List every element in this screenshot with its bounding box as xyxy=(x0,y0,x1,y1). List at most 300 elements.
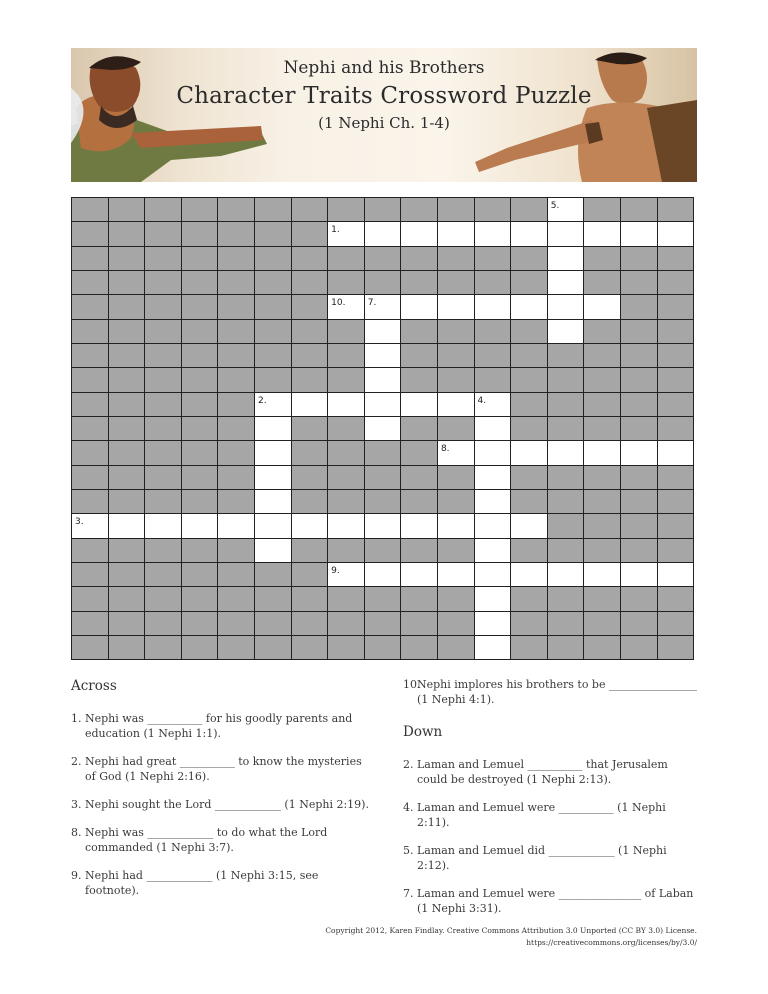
blocked-cell xyxy=(145,539,182,563)
blocked-cell xyxy=(109,393,146,417)
blocked-cell xyxy=(548,393,585,417)
clue-number: 4. xyxy=(403,801,414,814)
blocked-cell xyxy=(109,636,146,660)
crossword-cell[interactable] xyxy=(658,563,695,587)
crossword-cell[interactable] xyxy=(401,514,438,538)
blocked-cell xyxy=(255,563,292,587)
blocked-cell xyxy=(584,320,621,344)
blocked-cell xyxy=(109,271,146,295)
crossword-cell[interactable] xyxy=(401,222,438,246)
crossword-cell[interactable] xyxy=(365,563,402,587)
blocked-cell xyxy=(511,490,548,514)
blocked-cell xyxy=(475,344,512,368)
crossword-cell[interactable] xyxy=(584,222,621,246)
blocked-cell xyxy=(438,344,475,368)
blocked-cell xyxy=(255,368,292,392)
blocked-cell xyxy=(292,441,329,465)
blocked-cell xyxy=(584,368,621,392)
clue-text: Nephi was ____________ to do what the Lord commanded (1 Nephi 3:7). xyxy=(85,826,328,854)
blocked-cell xyxy=(584,198,621,222)
crossword-cell[interactable] xyxy=(621,563,658,587)
blocked-cell xyxy=(218,490,255,514)
blocked-cell xyxy=(584,417,621,441)
crossword-cell[interactable] xyxy=(548,320,585,344)
crossword-cell[interactable] xyxy=(255,466,292,490)
clue-text: Nephi had great __________ to know the mysteries of God (1 Nephi 2:16). xyxy=(85,755,362,783)
crossword-cell[interactable] xyxy=(584,441,621,465)
crossword-cell[interactable] xyxy=(475,612,512,636)
blocked-cell xyxy=(328,636,365,660)
blocked-cell xyxy=(182,295,219,319)
crossword-cell[interactable] xyxy=(584,563,621,587)
blocked-cell xyxy=(511,393,548,417)
crossword-cell[interactable] xyxy=(475,539,512,563)
blocked-cell xyxy=(145,222,182,246)
blocked-cell xyxy=(548,344,585,368)
crossword-cell[interactable] xyxy=(548,198,585,222)
blocked-cell xyxy=(438,636,475,660)
crossword-cell[interactable] xyxy=(365,222,402,246)
blocked-cell xyxy=(401,441,438,465)
blocked-cell xyxy=(255,587,292,611)
blocked-cell xyxy=(255,271,292,295)
clue-number-label: 1. xyxy=(331,225,340,236)
blocked-cell xyxy=(72,368,109,392)
crossword-cell[interactable] xyxy=(109,514,146,538)
blocked-cell xyxy=(511,271,548,295)
blocked-cell xyxy=(438,490,475,514)
clue-number: 8. xyxy=(71,826,82,839)
blocked-cell xyxy=(72,393,109,417)
blocked-cell xyxy=(548,612,585,636)
crossword-cell[interactable] xyxy=(475,587,512,611)
blocked-cell xyxy=(109,563,146,587)
clue-number-label: 5. xyxy=(550,201,560,211)
blocked-cell xyxy=(475,247,512,271)
blocked-cell xyxy=(292,612,329,636)
blocked-cell xyxy=(328,247,365,271)
blocked-cell xyxy=(365,587,402,611)
crossword-cell[interactable] xyxy=(218,514,255,538)
blocked-cell xyxy=(548,368,585,392)
blocked-cell xyxy=(584,514,621,538)
blocked-cell xyxy=(438,271,475,295)
blocked-cell xyxy=(72,344,109,368)
crossword-cell[interactable] xyxy=(475,441,512,465)
blocked-cell xyxy=(438,466,475,490)
blocked-cell xyxy=(511,466,548,490)
clue-number-label: 4. xyxy=(477,395,487,406)
blocked-cell xyxy=(182,417,219,441)
license-url: https://creativecommons.org/licenses/by/3.0/ xyxy=(526,938,697,947)
crossword-cell[interactable] xyxy=(438,393,475,417)
crossword-cell[interactable] xyxy=(511,295,548,319)
blocked-cell xyxy=(109,198,146,222)
clue-across-9 xyxy=(71,868,371,898)
blocked-cell xyxy=(658,271,695,295)
crossword-cell[interactable] xyxy=(475,222,512,246)
blocked-cell xyxy=(658,198,695,222)
blocked-cell xyxy=(218,563,255,587)
blocked-cell xyxy=(548,514,585,538)
blocked-cell xyxy=(292,222,329,246)
blocked-cell xyxy=(365,612,402,636)
blocked-cell xyxy=(182,587,219,611)
blocked-cell xyxy=(182,368,219,392)
crossword-cell[interactable] xyxy=(255,417,292,441)
clue-across-1 xyxy=(71,711,371,741)
blocked-cell xyxy=(292,636,329,660)
crossword-cell[interactable] xyxy=(328,222,365,246)
clue-number: 5. xyxy=(403,844,414,857)
blocked-cell xyxy=(292,563,329,587)
blocked-cell xyxy=(548,490,585,514)
blocked-cell xyxy=(584,490,621,514)
clue-down-4 xyxy=(403,800,697,830)
blocked-cell xyxy=(109,441,146,465)
blocked-cell xyxy=(218,417,255,441)
clue-text: Nephi had ____________ (1 Nephi 3:15, see footnote). xyxy=(85,869,319,897)
blocked-cell xyxy=(511,417,548,441)
blocked-cell xyxy=(511,636,548,660)
blocked-cell xyxy=(109,466,146,490)
crossword-cell[interactable] xyxy=(255,490,292,514)
crossword-cell[interactable] xyxy=(365,417,402,441)
blocked-cell xyxy=(548,466,585,490)
blocked-cell xyxy=(218,368,255,392)
crossword-cell[interactable] xyxy=(475,466,512,490)
blocked-cell xyxy=(72,441,109,465)
crossword-cell[interactable] xyxy=(145,514,182,538)
crossword-cell[interactable] xyxy=(365,344,402,368)
blocked-cell xyxy=(584,344,621,368)
blocked-cell xyxy=(109,417,146,441)
crossword-cell[interactable] xyxy=(255,393,292,417)
blocked-cell xyxy=(511,612,548,636)
blocked-cell xyxy=(401,612,438,636)
blocked-cell xyxy=(475,320,512,344)
crossword-cell[interactable] xyxy=(72,514,109,538)
blocked-cell xyxy=(584,587,621,611)
blocked-cell xyxy=(658,514,695,538)
blocked-cell xyxy=(292,417,329,441)
blocked-cell xyxy=(182,320,219,344)
clue-number: 9. xyxy=(71,869,82,882)
crossword-cell[interactable] xyxy=(584,295,621,319)
crossword-cell[interactable] xyxy=(475,490,512,514)
blocked-cell xyxy=(438,320,475,344)
blocked-cell xyxy=(658,417,695,441)
blocked-cell xyxy=(218,247,255,271)
blocked-cell xyxy=(438,198,475,222)
clue-text: Laman and Lemuel did ____________ (1 Nephi 2:12). xyxy=(417,844,667,872)
crossword-cell[interactable] xyxy=(328,393,365,417)
blocked-cell xyxy=(658,490,695,514)
blocked-cell xyxy=(255,222,292,246)
blocked-cell xyxy=(475,198,512,222)
crossword-cell[interactable] xyxy=(255,441,292,465)
blocked-cell xyxy=(145,612,182,636)
crossword-cell[interactable] xyxy=(328,514,365,538)
blocked-cell xyxy=(511,539,548,563)
blocked-cell xyxy=(182,636,219,660)
crossword-cell[interactable] xyxy=(621,441,658,465)
across-heading: Across xyxy=(71,678,117,694)
blocked-cell xyxy=(182,222,219,246)
blocked-cell xyxy=(621,320,658,344)
blocked-cell xyxy=(145,587,182,611)
blocked-cell xyxy=(72,198,109,222)
clue-text: Nephi implores his brothers to be ________________ (1 Nephi 4:1). xyxy=(417,678,697,706)
clue-text: Laman and Lemuel were __________ (1 Nephi 2:11). xyxy=(417,801,666,829)
crossword-grid xyxy=(71,197,694,660)
clue-number-label: 7. xyxy=(367,298,377,309)
blocked-cell xyxy=(401,490,438,514)
crossword-cell[interactable] xyxy=(365,514,402,538)
blocked-cell xyxy=(109,368,146,392)
clue-number-label: 9. xyxy=(331,565,340,576)
blocked-cell xyxy=(621,490,658,514)
blocked-cell xyxy=(292,587,329,611)
crossword-cell[interactable] xyxy=(475,514,512,538)
crossword-cell[interactable] xyxy=(255,514,292,538)
blocked-cell xyxy=(72,587,109,611)
clue-number: 10. xyxy=(403,678,421,691)
blocked-cell xyxy=(109,295,146,319)
blocked-cell xyxy=(365,441,402,465)
crossword-cell[interactable] xyxy=(511,563,548,587)
puzzle-subtitle: Nephi and his Brothers xyxy=(283,58,485,78)
blocked-cell xyxy=(621,271,658,295)
crossword-cell[interactable] xyxy=(438,514,475,538)
blocked-cell xyxy=(328,490,365,514)
crossword-cell[interactable] xyxy=(475,295,512,319)
crossword-cell[interactable] xyxy=(438,222,475,246)
clue-number-label: 10. xyxy=(331,298,346,309)
crossword-cell[interactable] xyxy=(548,247,585,271)
blocked-cell xyxy=(658,344,695,368)
crossword-cell[interactable] xyxy=(401,563,438,587)
blocked-cell xyxy=(145,563,182,587)
blocked-cell xyxy=(72,490,109,514)
blocked-cell xyxy=(255,612,292,636)
clue-down-5 xyxy=(403,843,697,873)
blocked-cell xyxy=(511,368,548,392)
crossword-cell[interactable] xyxy=(475,393,512,417)
blocked-cell xyxy=(328,344,365,368)
blocked-cell xyxy=(109,612,146,636)
blocked-cell xyxy=(658,393,695,417)
blocked-cell xyxy=(658,295,695,319)
blocked-cell xyxy=(658,247,695,271)
blocked-cell xyxy=(584,247,621,271)
blocked-cell xyxy=(328,320,365,344)
clue-number-label: 8. xyxy=(440,444,450,455)
blocked-cell xyxy=(182,563,219,587)
blocked-cell xyxy=(145,417,182,441)
clue-number-label: 2. xyxy=(257,395,267,406)
crossword-cell[interactable] xyxy=(475,636,512,660)
blocked-cell xyxy=(584,271,621,295)
blocked-cell xyxy=(218,539,255,563)
blocked-cell xyxy=(182,612,219,636)
crossword-cell[interactable] xyxy=(365,295,402,319)
blocked-cell xyxy=(255,295,292,319)
crossword-cell[interactable] xyxy=(365,368,402,392)
crossword-cell[interactable] xyxy=(365,393,402,417)
puzzle-scripture-range: (1 Nephi Ch. 1-4) xyxy=(318,114,450,132)
blocked-cell xyxy=(145,247,182,271)
blocked-cell xyxy=(292,247,329,271)
blocked-cell xyxy=(621,636,658,660)
blocked-cell xyxy=(292,466,329,490)
across-clues xyxy=(71,679,371,911)
crossword-cell[interactable] xyxy=(328,563,365,587)
clue-text: Laman and Lemuel were _______________ of Laban (1 Nephi 3:31). xyxy=(417,887,694,915)
blocked-cell xyxy=(401,344,438,368)
crossword-cell[interactable] xyxy=(438,441,475,465)
blocked-cell xyxy=(365,636,402,660)
crossword-cell[interactable] xyxy=(548,271,585,295)
blocked-cell xyxy=(328,612,365,636)
blocked-cell xyxy=(109,490,146,514)
blocked-cell xyxy=(218,344,255,368)
clue-number: 2. xyxy=(403,758,414,771)
blocked-cell xyxy=(109,587,146,611)
blocked-cell xyxy=(72,271,109,295)
blocked-cell xyxy=(218,441,255,465)
blocked-cell xyxy=(401,320,438,344)
blocked-cell xyxy=(145,198,182,222)
crossword-cell[interactable] xyxy=(511,514,548,538)
blocked-cell xyxy=(218,320,255,344)
blocked-cell xyxy=(511,587,548,611)
blocked-cell xyxy=(182,441,219,465)
crossword-cell[interactable] xyxy=(511,441,548,465)
blocked-cell xyxy=(255,320,292,344)
blocked-cell xyxy=(365,198,402,222)
blocked-cell xyxy=(511,344,548,368)
blocked-cell xyxy=(438,417,475,441)
header-banner xyxy=(71,48,697,182)
blocked-cell xyxy=(218,636,255,660)
blocked-cell xyxy=(145,295,182,319)
clue-across-8 xyxy=(71,825,371,855)
crossword-cell[interactable] xyxy=(548,222,585,246)
clue-down-2 xyxy=(403,757,697,787)
blocked-cell xyxy=(621,295,658,319)
crossword-cell[interactable] xyxy=(255,539,292,563)
crossword-cell[interactable] xyxy=(401,295,438,319)
blocked-cell xyxy=(292,344,329,368)
blocked-cell xyxy=(218,222,255,246)
blocked-cell xyxy=(584,612,621,636)
crossword-cell[interactable] xyxy=(548,563,585,587)
clue-text: Laman and Lemuel __________ that Jerusalem could be destroyed (1 Nephi 2:13). xyxy=(417,758,668,786)
blocked-cell xyxy=(292,539,329,563)
down-heading: Down xyxy=(403,724,443,740)
blocked-cell xyxy=(292,368,329,392)
blocked-cell xyxy=(401,539,438,563)
crossword-cell[interactable] xyxy=(438,563,475,587)
blocked-cell xyxy=(145,271,182,295)
blocked-cell xyxy=(72,320,109,344)
blocked-cell xyxy=(475,368,512,392)
blocked-cell xyxy=(621,587,658,611)
blocked-cell xyxy=(548,587,585,611)
crossword-cell[interactable] xyxy=(548,441,585,465)
crossword-cell[interactable] xyxy=(658,441,695,465)
crossword-cell[interactable] xyxy=(438,295,475,319)
blocked-cell xyxy=(621,466,658,490)
crossword-cell[interactable] xyxy=(511,222,548,246)
blocked-cell xyxy=(621,393,658,417)
blocked-cell xyxy=(72,417,109,441)
blocked-cell xyxy=(548,636,585,660)
blocked-cell xyxy=(621,344,658,368)
crossword-cell[interactable] xyxy=(328,295,365,319)
crossword-cell[interactable] xyxy=(475,563,512,587)
crossword-cell[interactable] xyxy=(475,417,512,441)
crossword-cell[interactable] xyxy=(658,222,695,246)
right-clues xyxy=(403,677,697,929)
blocked-cell xyxy=(658,636,695,660)
blocked-cell xyxy=(365,490,402,514)
blocked-cell xyxy=(72,247,109,271)
blocked-cell xyxy=(255,344,292,368)
blocked-cell xyxy=(182,393,219,417)
blocked-cell xyxy=(438,539,475,563)
crossword-cell[interactable] xyxy=(548,295,585,319)
blocked-cell xyxy=(72,563,109,587)
blocked-cell xyxy=(328,198,365,222)
blocked-cell xyxy=(292,295,329,319)
blocked-cell xyxy=(292,271,329,295)
clue-across-10 xyxy=(403,677,697,707)
blocked-cell xyxy=(182,466,219,490)
clue-number: 2. xyxy=(71,755,82,768)
blocked-cell xyxy=(584,539,621,563)
blocked-cell xyxy=(328,368,365,392)
blocked-cell xyxy=(72,466,109,490)
blocked-cell xyxy=(621,368,658,392)
crossword-cell[interactable] xyxy=(182,514,219,538)
blocked-cell xyxy=(145,490,182,514)
blocked-cell xyxy=(145,466,182,490)
blocked-cell xyxy=(548,417,585,441)
crossword-cell[interactable] xyxy=(292,393,329,417)
blocked-cell xyxy=(511,247,548,271)
crossword-cell[interactable] xyxy=(292,514,329,538)
blocked-cell xyxy=(621,247,658,271)
clue-number: 7. xyxy=(403,887,414,900)
blocked-cell xyxy=(621,417,658,441)
crossword-cell[interactable] xyxy=(621,222,658,246)
blocked-cell xyxy=(182,247,219,271)
blocked-cell xyxy=(72,539,109,563)
blocked-cell xyxy=(401,198,438,222)
blocked-cell xyxy=(328,539,365,563)
blocked-cell xyxy=(292,320,329,344)
crossword-cell[interactable] xyxy=(365,320,402,344)
blocked-cell xyxy=(658,612,695,636)
crossword-cell[interactable] xyxy=(401,393,438,417)
clue-number: 1. xyxy=(71,712,82,725)
clue-across-3 xyxy=(71,797,371,812)
blocked-cell xyxy=(658,368,695,392)
blocked-cell xyxy=(621,612,658,636)
blocked-cell xyxy=(292,490,329,514)
